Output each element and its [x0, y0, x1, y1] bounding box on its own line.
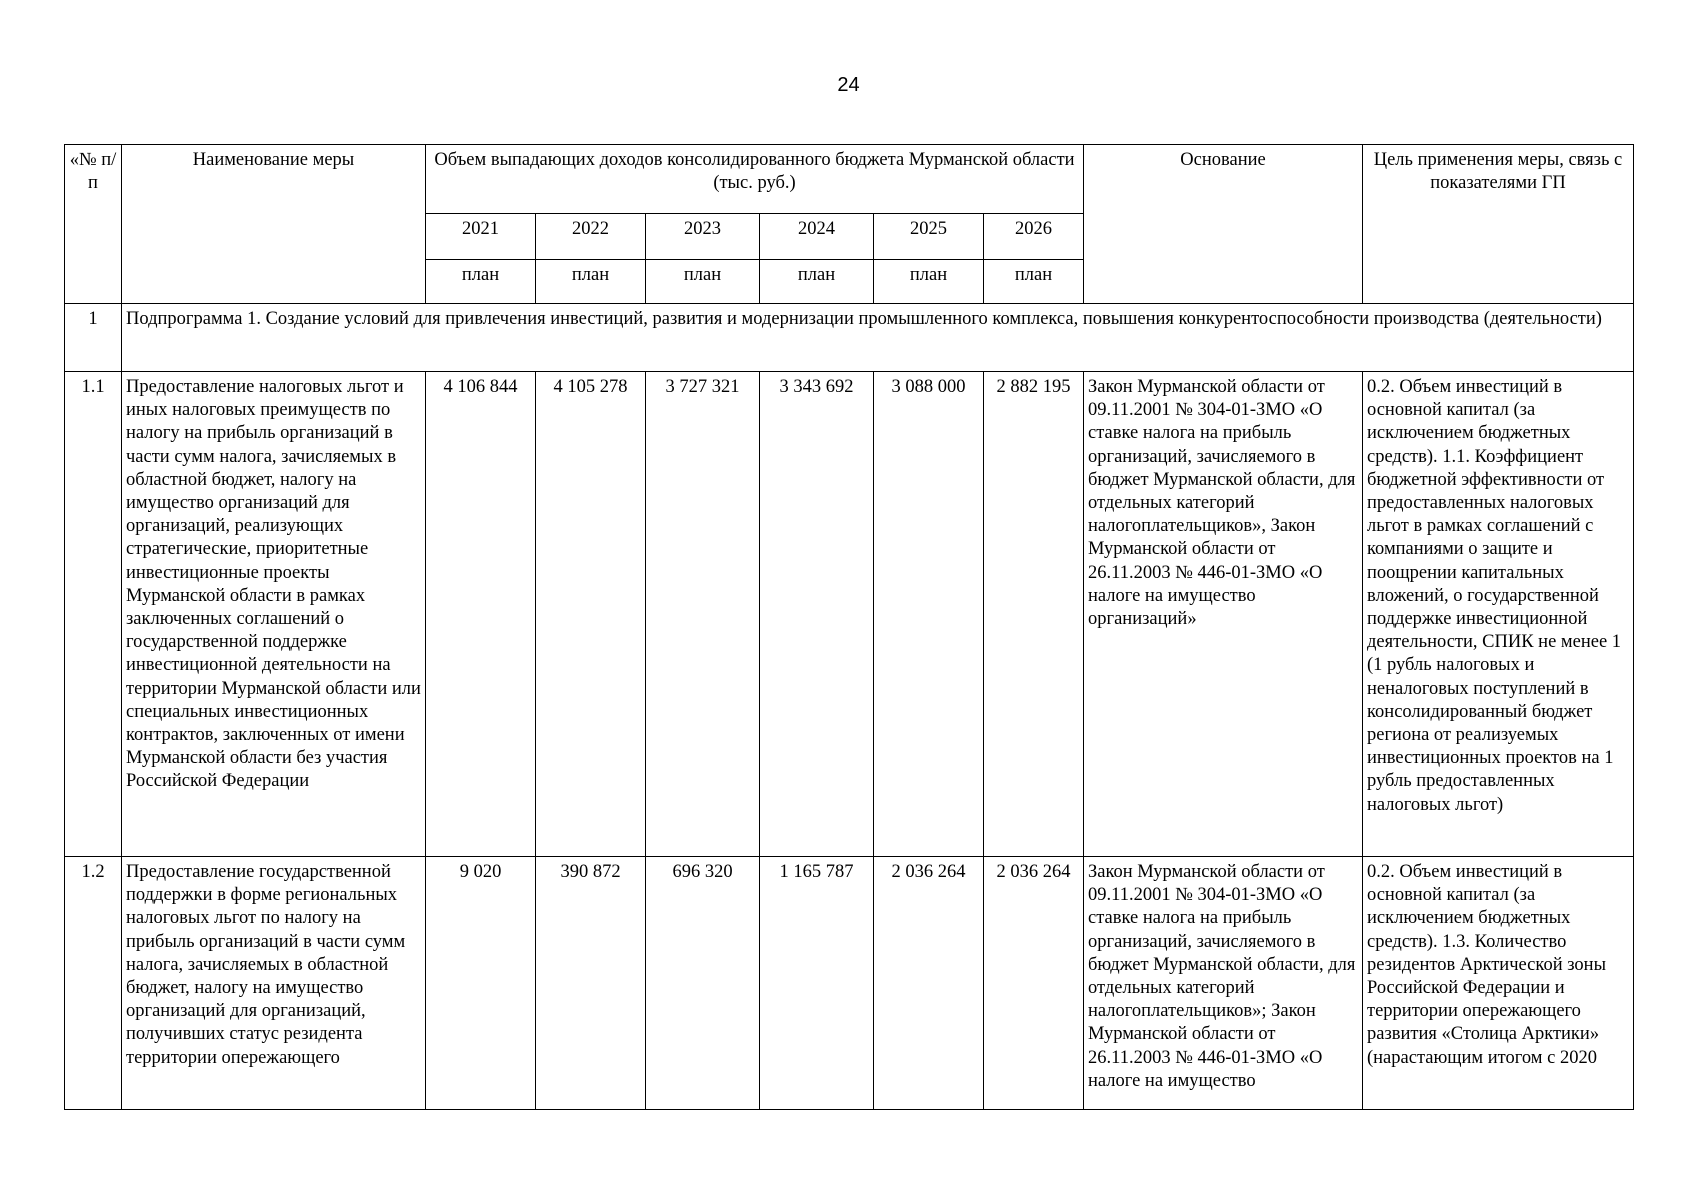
value-2024: 3 343 692 [760, 372, 874, 857]
header-year: 2024 [760, 214, 874, 260]
value-2021: 4 106 844 [426, 372, 536, 857]
value-2021: 9 020 [426, 857, 536, 1110]
table-row [65, 857, 1634, 1110]
goal-text: 0.2. Объем инвестиций в основной капитал (за исключением бюджетных средств). 1.1. Коэффициент бюджетной эффективности от предоставленных налоговых льгот в рамках соглашений с компаниями о защите и поощрении капитальных вложений, о государственной поддержке инвестиционной деятельности, СПИК не менее 1 (1 рубль налоговых и неналоговых поступлений в консолидированный бюджет региона от реализуемых инвестиционных проектов на 1 рубль предоставленных налоговых льгот) [1363, 372, 1634, 857]
measure-name: Предоставление государственной поддержки в форме региональных налоговых льгот по налогу на прибыль организаций в части сумм налога, зачисляемых в областной бюджет, налогу на имущество организаций для организаций, получивших статус резидента территории опережающего [122, 857, 426, 1110]
header-plan: план [536, 260, 646, 304]
tax-benefits-table [64, 144, 1634, 1110]
header-year: 2023 [646, 214, 760, 260]
header-number: «№ п/п [65, 145, 122, 304]
header-budget-volume: Объем выпадающих доходов консолидированного бюджета Мурманской области (тыс. руб.) [426, 145, 1084, 214]
basis-text: Закон Мурманской области от 09.11.2001 № 304-01-ЗМО «О ставке налога на прибыль организаций, зачисляемого в бюджет Мурманской области, для отдельных категорий налогоплательщиков»; Закон Мурманской области от 26.11.2003 № 446-01-ЗМО «О налоге на имущество [1084, 857, 1363, 1110]
value-2023: 696 320 [646, 857, 760, 1110]
value-2026: 2 882 195 [984, 372, 1084, 857]
value-2025: 2 036 264 [874, 857, 984, 1110]
row-number: 1.2 [65, 857, 122, 1110]
table-row [65, 372, 1634, 857]
value-2023: 3 727 321 [646, 372, 760, 857]
header-plan: план [984, 260, 1084, 304]
header-basis: Основание [1084, 145, 1363, 304]
header-plan: план [874, 260, 984, 304]
measure-name: Предоставление налоговых льгот и иных налоговых преимуществ по налогу на прибыль организаций в части сумм налога, зачисляемых в областной бюджет, налогу на имущество организаций для организаций, реализующих стратегические, приоритетные инвестиционные проекты Мурманской области в рамках заключенных соглашений о государственной поддержке инвестиционной деятельности на территории Мурманской области или специальных инвестиционных контрактов, заключенных от имени Мурманской области без участия Российской Федерации [122, 372, 426, 857]
basis-text: Закон Мурманской области от 09.11.2001 № 304-01-ЗМО «О ставке налога на прибыль организаций, зачисляемого в бюджет Мурманской области, для отдельных категорий налогоплательщиков», Закон Мурманской области от 26.11.2003 № 446-01-ЗМО «О налоге на имущество организаций» [1084, 372, 1363, 857]
value-2022: 390 872 [536, 857, 646, 1110]
header-plan: план [646, 260, 760, 304]
header-goal: Цель применения меры, связь с показателями ГП [1363, 145, 1634, 304]
header-year: 2026 [984, 214, 1084, 260]
value-2026: 2 036 264 [984, 857, 1084, 1110]
value-2025: 3 088 000 [874, 372, 984, 857]
header-plan: план [760, 260, 874, 304]
header-plan: план [426, 260, 536, 304]
subprogram-number: 1 [65, 304, 122, 372]
header-year: 2025 [874, 214, 984, 260]
subprogram-title: Подпрограмма 1. Создание условий для привлечения инвестиций, развития и модернизации промышленного комплекса, повышения конкурентоспособности производства (деятельности) [122, 304, 1634, 372]
header-year: 2021 [426, 214, 536, 260]
page-number: 24 [837, 74, 860, 96]
header-year: 2022 [536, 214, 646, 260]
goal-text: 0.2. Объем инвестиций в основной капитал (за исключением бюджетных средств). 1.3. Количество резидентов Арктической зоны Российской Федерации и территории опережающего развития «Столица Арктики» (нарастающим итогом с 2020 [1363, 857, 1634, 1110]
value-2024: 1 165 787 [760, 857, 874, 1110]
row-number: 1.1 [65, 372, 122, 857]
value-2022: 4 105 278 [536, 372, 646, 857]
header-measure-name: Наименование меры [122, 145, 426, 304]
